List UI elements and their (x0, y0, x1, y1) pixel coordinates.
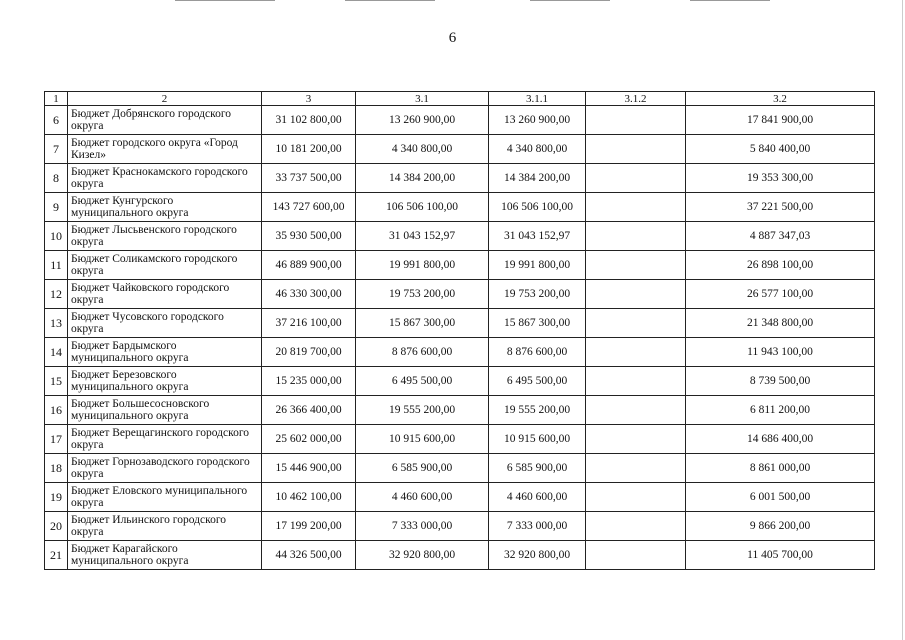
amount-3-1-2-cell (586, 454, 686, 483)
page-number: 6 (448, 30, 457, 46)
budget-name-cell: Бюджет Большесосновского муниципального округа (68, 396, 262, 425)
amount-3-1-cell: 14 384 200,00 (356, 164, 489, 193)
amount-3-1-cell: 31 043 152,97 (356, 222, 489, 251)
total-amount-cell: 20 819 700,00 (262, 338, 356, 367)
amount-3-2-cell: 11 405 700,00 (686, 541, 875, 570)
row-number-cell: 17 (45, 425, 68, 454)
page-edge (902, 0, 903, 640)
amount-3-1-2-cell (586, 280, 686, 309)
total-amount-cell: 31 102 800,00 (262, 106, 356, 135)
budget-name-cell: Бюджет Лысьвенского городского округа (68, 222, 262, 251)
header-cell: 2 (68, 92, 262, 106)
table-row (45, 454, 875, 483)
budget-name-cell: Бюджет Березовского муниципального округа (68, 367, 262, 396)
total-amount-cell: 33 737 500,00 (262, 164, 356, 193)
amount-3-1-cell: 6 495 500,00 (356, 367, 489, 396)
total-amount-cell: 25 602 000,00 (262, 425, 356, 454)
amount-3-2-cell: 26 577 100,00 (686, 280, 875, 309)
total-amount-cell: 26 366 400,00 (262, 396, 356, 425)
budget-name-cell: Бюджет Чусовского городского округа (68, 309, 262, 338)
row-number-cell: 8 (45, 164, 68, 193)
total-amount-cell: 15 446 900,00 (262, 454, 356, 483)
row-number-cell: 14 (45, 338, 68, 367)
total-amount-cell: 44 326 500,00 (262, 541, 356, 570)
amount-3-1-2-cell (586, 309, 686, 338)
amount-3-1-1-cell: 15 867 300,00 (489, 309, 586, 338)
amount-3-1-1-cell: 19 991 800,00 (489, 251, 586, 280)
table-row (45, 251, 875, 280)
amount-3-1-1-cell: 19 555 200,00 (489, 396, 586, 425)
row-number-cell: 16 (45, 396, 68, 425)
amount-3-1-cell: 8 876 600,00 (356, 338, 489, 367)
row-number-cell: 19 (45, 483, 68, 512)
amount-3-1-1-cell: 13 260 900,00 (489, 106, 586, 135)
amount-3-1-cell: 6 585 900,00 (356, 454, 489, 483)
row-number-cell: 20 (45, 512, 68, 541)
amount-3-1-cell: 19 555 200,00 (356, 396, 489, 425)
amount-3-1-2-cell (586, 541, 686, 570)
amount-3-1-2-cell (586, 251, 686, 280)
row-number-cell: 10 (45, 222, 68, 251)
budget-name-cell: Бюджет Верещагинского городского округа (68, 425, 262, 454)
table-row (45, 193, 875, 222)
amount-3-1-1-cell: 32 920 800,00 (489, 541, 586, 570)
budget-name-cell: Бюджет Бардымского муниципального округа (68, 338, 262, 367)
top-rule-3 (530, 0, 610, 1)
budget-name-cell: Бюджет Кунгурского муниципального округа (68, 193, 262, 222)
amount-3-2-cell: 6 811 200,00 (686, 396, 875, 425)
top-rule-4 (690, 0, 770, 1)
amount-3-2-cell: 26 898 100,00 (686, 251, 875, 280)
amount-3-2-cell: 37 221 500,00 (686, 193, 875, 222)
header-cell: 3 (262, 92, 356, 106)
table-row (45, 280, 875, 309)
total-amount-cell: 46 889 900,00 (262, 251, 356, 280)
amount-3-1-1-cell: 10 915 600,00 (489, 425, 586, 454)
budget-name-cell: Бюджет Чайковского городского округа (68, 280, 262, 309)
amount-3-1-2-cell (586, 396, 686, 425)
table-row (45, 164, 875, 193)
budget-name-cell: Бюджет Еловского муниципального округа (68, 483, 262, 512)
table-row (45, 106, 875, 135)
total-amount-cell: 10 462 100,00 (262, 483, 356, 512)
total-amount-cell: 15 235 000,00 (262, 367, 356, 396)
row-number-cell: 13 (45, 309, 68, 338)
amount-3-1-2-cell (586, 222, 686, 251)
table-row (45, 541, 875, 570)
header-cell: 1 (45, 92, 68, 106)
amount-3-2-cell: 6 001 500,00 (686, 483, 875, 512)
amount-3-2-cell: 4 887 347,03 (686, 222, 875, 251)
amount-3-1-cell: 10 915 600,00 (356, 425, 489, 454)
header-cell: 3.1.2 (586, 92, 686, 106)
row-number-cell: 7 (45, 135, 68, 164)
total-amount-cell: 17 199 200,00 (262, 512, 356, 541)
total-amount-cell: 37 216 100,00 (262, 309, 356, 338)
top-rule-1 (175, 0, 275, 1)
amount-3-1-1-cell: 14 384 200,00 (489, 164, 586, 193)
top-rule-2 (345, 0, 435, 1)
total-amount-cell: 46 330 300,00 (262, 280, 356, 309)
amount-3-1-1-cell: 6 585 900,00 (489, 454, 586, 483)
amount-3-1-cell: 7 333 000,00 (356, 512, 489, 541)
row-number-cell: 18 (45, 454, 68, 483)
amount-3-1-2-cell (586, 425, 686, 454)
amount-3-2-cell: 14 686 400,00 (686, 425, 875, 454)
amount-3-1-2-cell (586, 512, 686, 541)
budget-name-cell: Бюджет Ильинского городского округа (68, 512, 262, 541)
amount-3-1-cell: 4 340 800,00 (356, 135, 489, 164)
total-amount-cell: 35 930 500,00 (262, 222, 356, 251)
table-row (45, 425, 875, 454)
amount-3-2-cell: 21 348 800,00 (686, 309, 875, 338)
budget-name-cell: Бюджет Горнозаводского городского округа (68, 454, 262, 483)
table-row (45, 309, 875, 338)
amount-3-1-1-cell: 106 506 100,00 (489, 193, 586, 222)
amount-3-1-cell: 19 753 200,00 (356, 280, 489, 309)
budget-name-cell: Бюджет Соликамского городского округа (68, 251, 262, 280)
amount-3-1-cell: 15 867 300,00 (356, 309, 489, 338)
amount-3-1-cell: 32 920 800,00 (356, 541, 489, 570)
row-number-cell: 9 (45, 193, 68, 222)
total-amount-cell: 10 181 200,00 (262, 135, 356, 164)
amount-3-1-1-cell: 31 043 152,97 (489, 222, 586, 251)
amount-3-1-1-cell: 6 495 500,00 (489, 367, 586, 396)
row-number-cell: 21 (45, 541, 68, 570)
row-number-cell: 11 (45, 251, 68, 280)
amount-3-2-cell: 11 943 100,00 (686, 338, 875, 367)
amount-3-1-cell: 106 506 100,00 (356, 193, 489, 222)
amount-3-1-cell: 4 460 600,00 (356, 483, 489, 512)
amount-3-1-2-cell (586, 338, 686, 367)
amount-3-2-cell: 9 866 200,00 (686, 512, 875, 541)
amount-3-1-2-cell (586, 164, 686, 193)
row-number-cell: 12 (45, 280, 68, 309)
amount-3-2-cell: 17 841 900,00 (686, 106, 875, 135)
table-row (45, 512, 875, 541)
amount-3-1-1-cell: 4 460 600,00 (489, 483, 586, 512)
budget-table (44, 91, 875, 570)
amount-3-1-1-cell: 8 876 600,00 (489, 338, 586, 367)
row-number-cell: 6 (45, 106, 68, 135)
amount-3-1-cell: 13 260 900,00 (356, 106, 489, 135)
row-number-cell: 15 (45, 367, 68, 396)
header-cell: 3.1 (356, 92, 489, 106)
amount-3-1-2-cell (586, 367, 686, 396)
table-row (45, 338, 875, 367)
budget-name-cell: Бюджет городского округа «Город Кизел» (68, 135, 262, 164)
amount-3-1-cell: 19 991 800,00 (356, 251, 489, 280)
budget-name-cell: Бюджет Карагайского муниципального округа (68, 541, 262, 570)
amount-3-1-2-cell (586, 193, 686, 222)
table-row (45, 396, 875, 425)
amount-3-1-1-cell: 7 333 000,00 (489, 512, 586, 541)
table-header-row (45, 92, 875, 106)
header-cell: 3.2 (686, 92, 875, 106)
amount-3-1-1-cell: 4 340 800,00 (489, 135, 586, 164)
budget-name-cell: Бюджет Краснокамского городского округа (68, 164, 262, 193)
header-cell: 3.1.1 (489, 92, 586, 106)
table-row (45, 483, 875, 512)
amount-3-1-1-cell: 19 753 200,00 (489, 280, 586, 309)
budget-name-cell: Бюджет Добрянского городского округа (68, 106, 262, 135)
amount-3-1-2-cell (586, 483, 686, 512)
amount-3-2-cell: 8 739 500,00 (686, 367, 875, 396)
table-row (45, 367, 875, 396)
table-row (45, 222, 875, 251)
amount-3-1-2-cell (586, 106, 686, 135)
amount-3-2-cell: 19 353 300,00 (686, 164, 875, 193)
amount-3-1-2-cell (586, 135, 686, 164)
table-row (45, 135, 875, 164)
amount-3-2-cell: 5 840 400,00 (686, 135, 875, 164)
total-amount-cell: 143 727 600,00 (262, 193, 356, 222)
amount-3-2-cell: 8 861 000,00 (686, 454, 875, 483)
